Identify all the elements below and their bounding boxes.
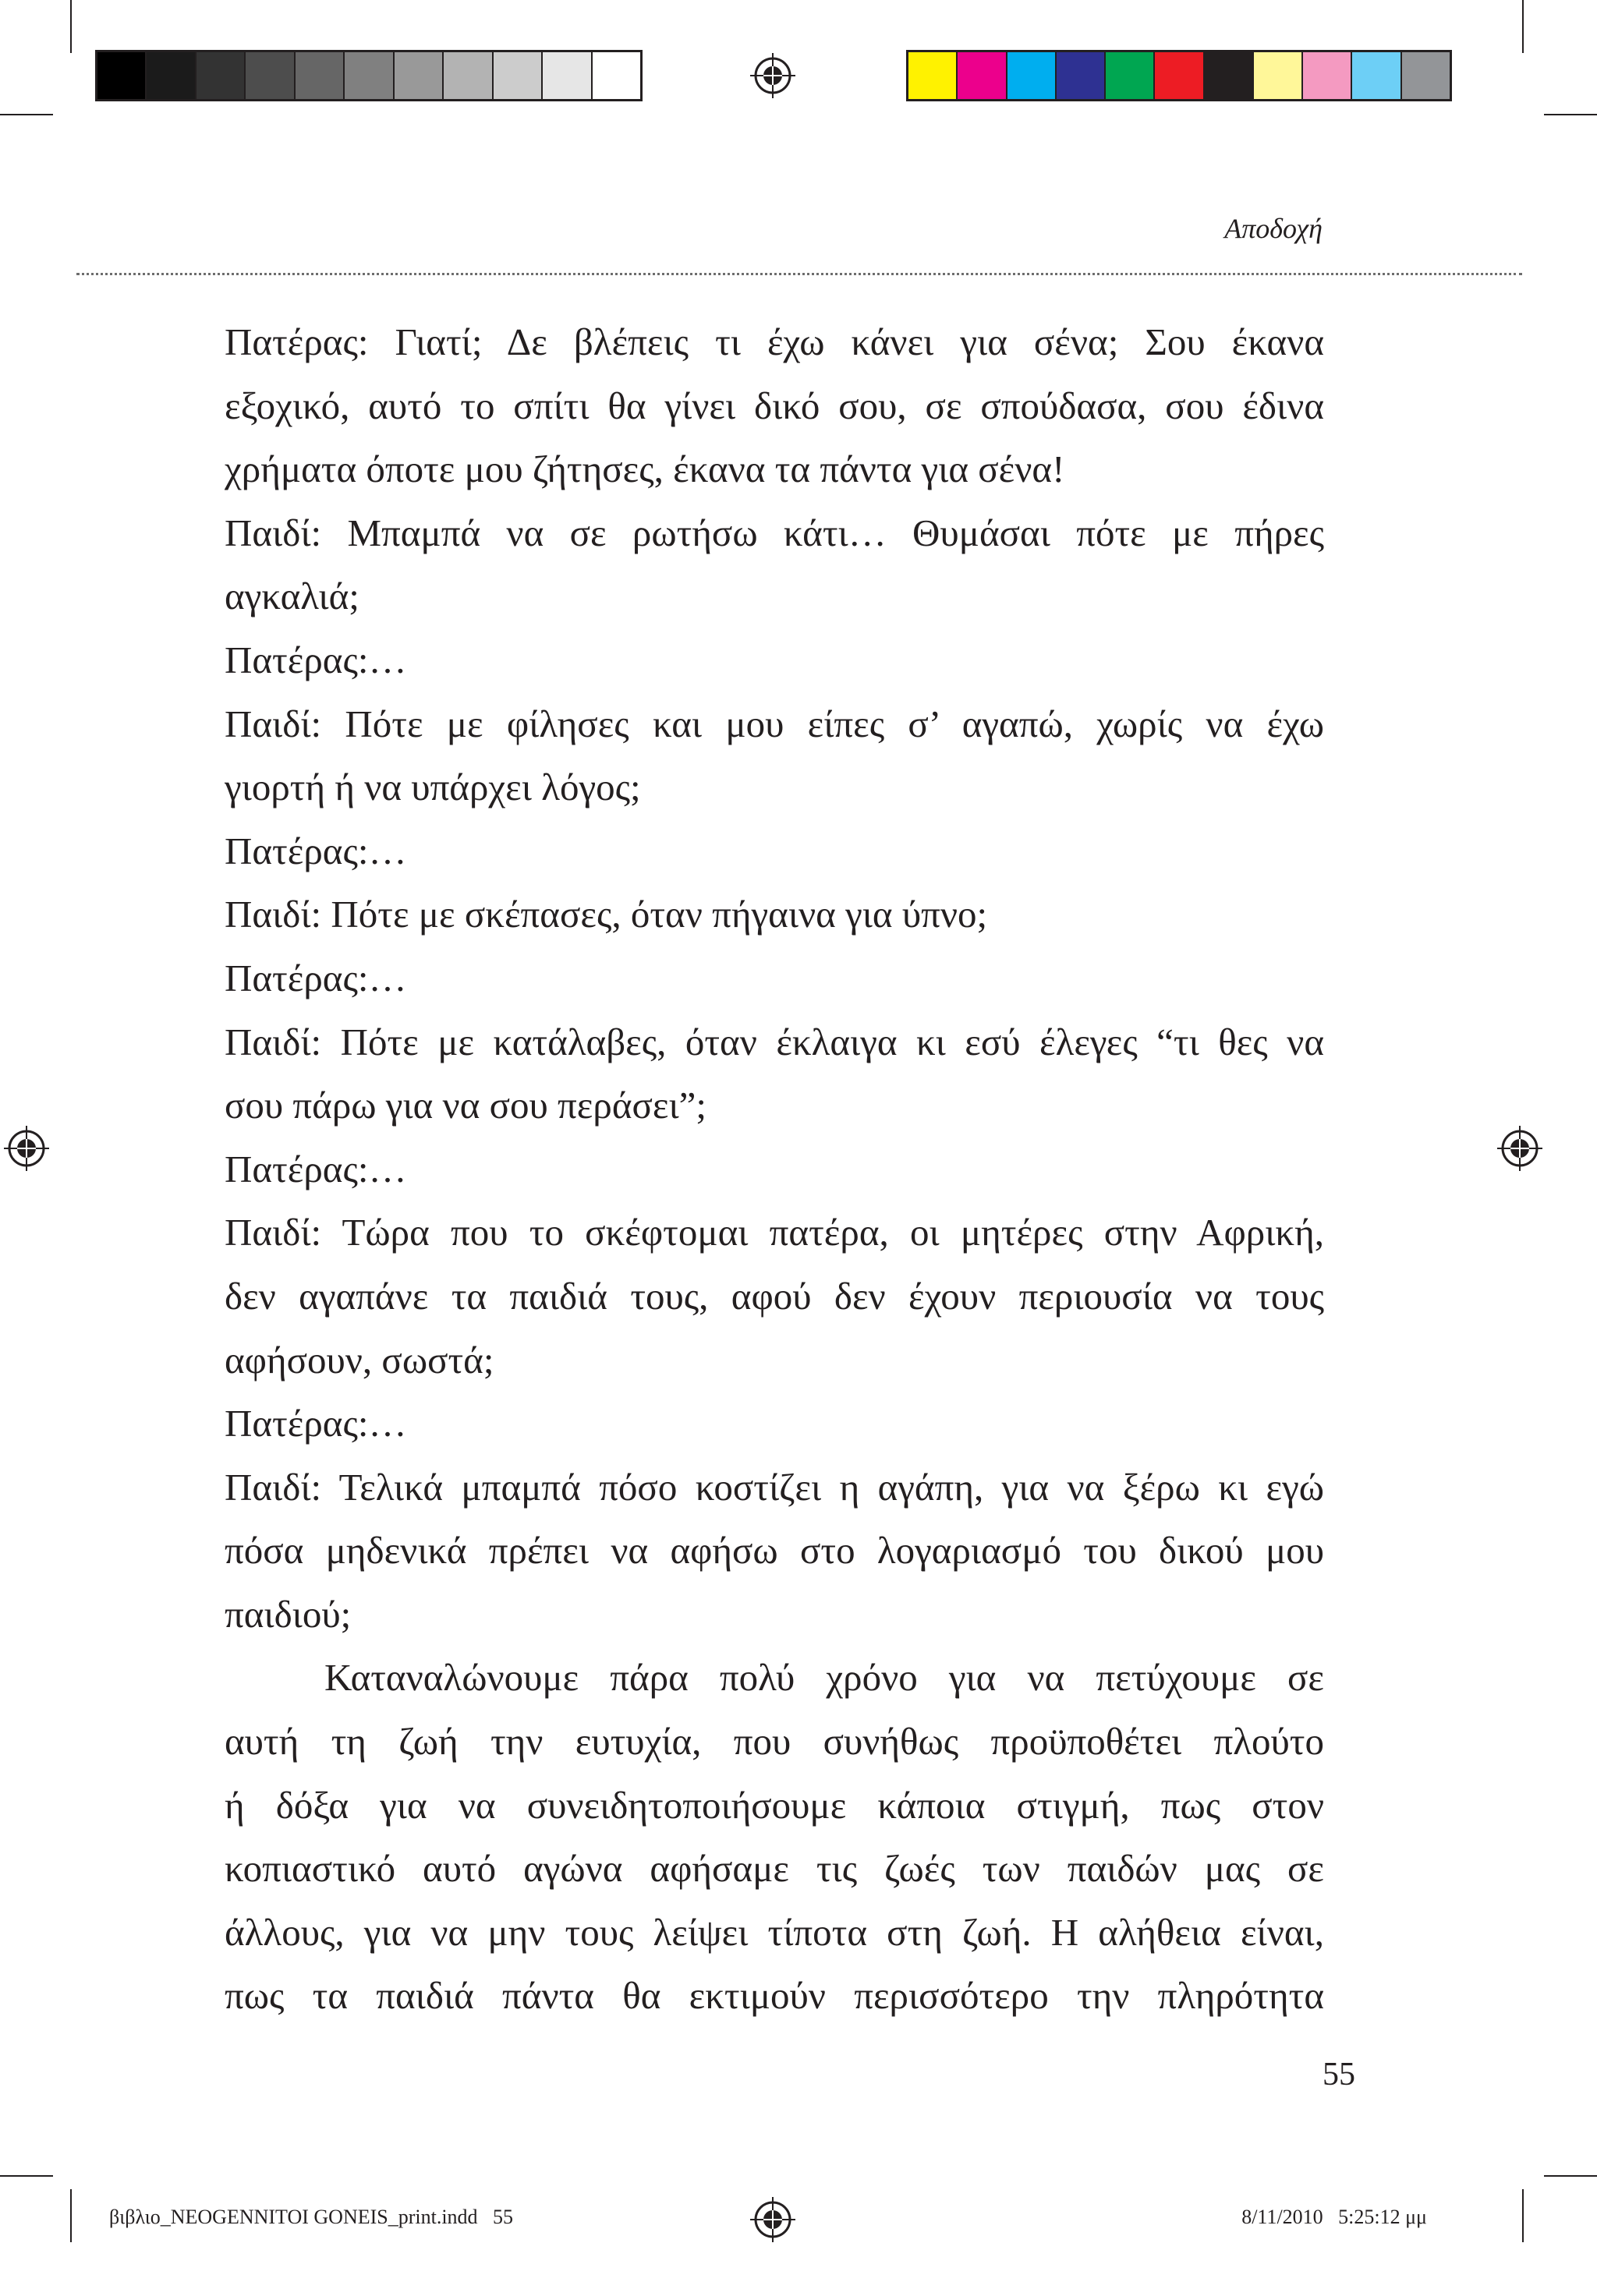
color-swatch bbox=[494, 52, 543, 99]
text-line: άλλους, για να μην τους λείψει τίποτα στη ζωή. Η αλήθεια είναι, bbox=[225, 1910, 1324, 1954]
registration-mark-top-icon bbox=[750, 53, 795, 98]
print-slug-timestamp: 8/11/2010 5:25:12 μμ bbox=[1241, 2206, 1427, 2228]
header-dotted-rule bbox=[76, 273, 1522, 275]
color-swatch bbox=[444, 52, 493, 99]
text-line: δεν αγαπάνε τα παιδιά τους, αφού δεν έχουν περιουσία να τους bbox=[225, 1274, 1324, 1318]
color-swatch bbox=[296, 52, 345, 99]
crop-mark-bottom-left-vertical bbox=[70, 2189, 72, 2242]
text-line: Πατέρας:… bbox=[225, 956, 407, 999]
crop-mark-bottom-right-horizontal bbox=[1544, 2175, 1597, 2177]
crop-mark-top-right-vertical bbox=[1522, 0, 1524, 53]
text-line: κοπιαστικό αυτό αγώνα αφήσαμε τις ζωές των παιδών μας σε bbox=[225, 1847, 1324, 1891]
crop-mark-top-left-vertical bbox=[70, 0, 72, 53]
process-color-bar bbox=[906, 50, 1452, 101]
color-swatch bbox=[147, 52, 196, 99]
text-line: Παιδί: Πότε με κατάλαβες, όταν έκλαιγα κι εσύ έλεγες “τι θες να bbox=[225, 1020, 1324, 1063]
text-line: Παιδί: Πότε με φίλησες και μου είπες σ’ αγαπώ, χωρίς να έχω bbox=[225, 702, 1324, 745]
text-line: χρήματα όποτε μου ζήτησες, έκανα τα πάντα για σένα! bbox=[225, 448, 1065, 491]
text-line: αγκαλιά; bbox=[225, 575, 359, 618]
crop-mark-top-right-horizontal bbox=[1544, 114, 1597, 115]
text-line: Πατέρας:… bbox=[225, 1147, 407, 1190]
color-swatch bbox=[593, 52, 640, 99]
text-line: σου πάρω για να σου περάσει”; bbox=[225, 1084, 707, 1127]
registration-mark-left-icon bbox=[4, 1126, 49, 1171]
color-swatch bbox=[1303, 52, 1352, 99]
running-header-title: Αποδοχή bbox=[1224, 213, 1323, 244]
color-swatch bbox=[1402, 52, 1450, 99]
color-swatch bbox=[1155, 52, 1204, 99]
color-swatch bbox=[197, 52, 246, 99]
color-swatch bbox=[543, 52, 592, 99]
color-swatch bbox=[1254, 52, 1303, 99]
color-swatch bbox=[908, 52, 958, 99]
color-swatch bbox=[1106, 52, 1155, 99]
color-swatch bbox=[97, 52, 147, 99]
color-swatch bbox=[1205, 52, 1254, 99]
registration-mark-bottom-icon bbox=[750, 2197, 795, 2242]
text-line: αφήσουν, σωστά; bbox=[225, 1338, 494, 1381]
text-line: εξοχικό, αυτό το σπίτι θα γίνει δικό σου, σε σπούδασα, σου έδινα bbox=[225, 384, 1324, 427]
color-swatch bbox=[1057, 52, 1106, 99]
text-line: Παιδί: Μπαμπά να σε ρωτήσω κάτι… Θυμάσαι πότε με πήρες bbox=[225, 511, 1324, 554]
text-line: πως τα παιδιά πάντα θα εκτιμούν περισσότερο την πληρότητα bbox=[225, 1974, 1324, 2018]
text-line: Πατέρας:… bbox=[225, 829, 407, 872]
crop-mark-bottom-left-horizontal bbox=[0, 2175, 53, 2177]
color-swatch bbox=[958, 52, 1007, 99]
text-line: γιορτή ή να υπάρχει λόγος; bbox=[225, 766, 641, 809]
body-text bbox=[225, 310, 1324, 2028]
crop-mark-bottom-right-vertical bbox=[1522, 2189, 1524, 2242]
text-line: ή δόξα για να συνειδητοποιήσουμε κάποια στιγμή, πως στον bbox=[225, 1783, 1324, 1827]
text-line: Πατέρας:… bbox=[225, 1402, 407, 1445]
text-line: Παιδί: Τελικά μπαμπά πόσο κοστίζει η αγάπη, για να ξέρω κι εγώ bbox=[225, 1465, 1324, 1509]
text-line: παιδιού; bbox=[225, 1592, 352, 1636]
page-number: 55 bbox=[1323, 2057, 1355, 2093]
text-line: Πατέρας:… bbox=[225, 638, 407, 681]
text-line: Παιδί: Τώρα που το σκέφτομαι πατέρα, οι μητέρες στην Αφρική, bbox=[225, 1211, 1324, 1254]
color-swatch bbox=[1007, 52, 1057, 99]
grayscale-color-bar bbox=[95, 50, 643, 101]
color-swatch bbox=[395, 52, 444, 99]
text-line: πόσα μηδενικά πρέπει να αφήσω στο λογαριασμό του δικού μου bbox=[225, 1529, 1324, 1573]
color-swatch bbox=[246, 52, 295, 99]
text-line: Πατέρας: Γιατί; Δε βλέπεις τι έχω κάνει για σένα; Σου έκανα bbox=[225, 320, 1324, 363]
print-slug-filename: βιβλιο_NEOGENNITOI GONEIS_print.indd 55 bbox=[109, 2206, 514, 2228]
text-line: Παιδί: Πότε με σκέπασες, όταν πήγαινα για ύπνο; bbox=[225, 893, 988, 936]
text-line: Καταναλώνουμε πάρα πολύ χρόνο για να πετύχουμε σε bbox=[324, 1656, 1324, 1700]
text-line: αυτή τη ζωή την ευτυχία, που συνήθως προϋποθέτει πλούτο bbox=[225, 1720, 1324, 1764]
crop-mark-top-left-horizontal bbox=[0, 114, 53, 115]
color-swatch bbox=[345, 52, 394, 99]
registration-mark-right-icon bbox=[1497, 1126, 1542, 1171]
color-swatch bbox=[1352, 52, 1401, 99]
